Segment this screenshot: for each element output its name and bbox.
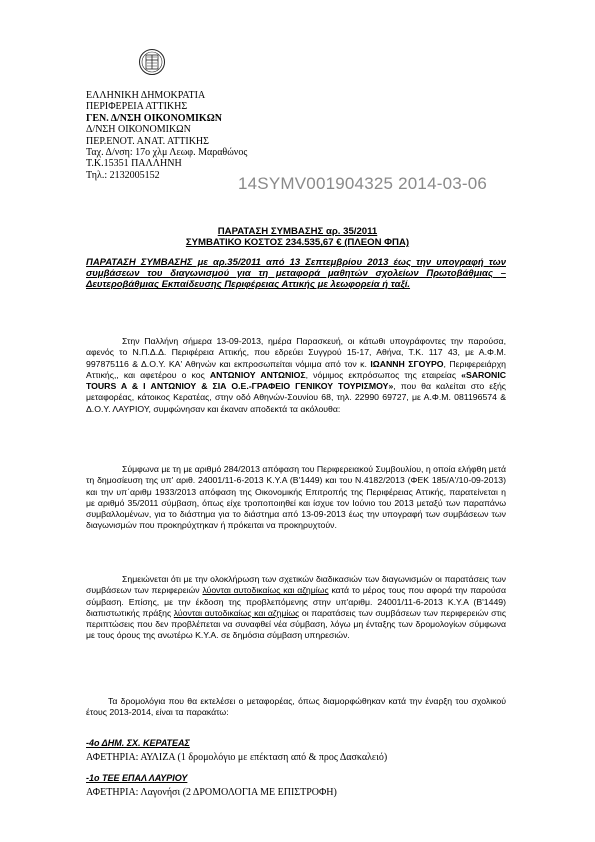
header-general-directorate: ΓΕΝ. Δ/ΝΣΗ ΟΙΚΟΝΟΜΙΚΩΝ bbox=[86, 112, 222, 124]
header-region: ΠΕΡΙΦΕΡΕΙΑ ΑΤΤΙΚΗΣ bbox=[86, 101, 188, 113]
route-heading: -4ο ΔΗΜ. ΣΧ. ΚΕΡΑΤΕΑΣ bbox=[86, 738, 190, 748]
paragraph-termination: Σημειώνεται ότι με την ολοκλήρωση των σχετικών διαδικασιών των διαγωνισμών οι παρατάσεις των συμβάσεων των περιφερειών λύονται αυτοδικαίως και αζημίως κατά το μέρος τους που αφορά την παρούσα σύμβαση. Επίσης, με την έκδοση της προβλεπόμενης στην υπ'αριθμ. 24001/11-6-2013 Κ.Υ.Α (Β'1449) διαπιστωτικής πράξης λύονται αυτοδικαίως και αζημίως οι παρατάσεις των συμβάσεων των περιφερειών στις περιπτώσεις που δεν προβλέπεται να συναφθεί νέα σύμβαση, λόγω μη ένταξης των δρομολογίων σύμφωνα με τους όρους της ανωτέρω Κ.Υ.Α. σε δημόσια σύμβαση υπηρεσιών. bbox=[86, 574, 507, 641]
header-block bbox=[86, 90, 247, 181]
company-name: «SARONIC TOURS A & I ΑΝΤΩΝΙΟΥ & ΣΙΑ Ο.Ε.-ΓΡΑΦΕΙΟ ΓΕΝΙΚΟΥ ΤΟΥΡΙΣΜΟΥ» bbox=[86, 369, 507, 392]
header-address: Ταχ. Δ/νση: 17ο χλμ Λεωφ. Μαραθώνος bbox=[86, 147, 248, 159]
document-subject: ΠΑΡΑΤΑΣΗ ΣΥΜΒΑΣΗΣ με αρ.35/2011 από 13 Σεπτεμβρίου 2013 έως την υπογραφή των συμβάσεων του διαγωνισμού για τη μεταφορά μαθητών σχολείων Πρωτοβάθμιας – Δευτεροβάθμιας Εκπαίδευσης Περιφέρειας Αττικής με λεωφορεία ή ταξί. bbox=[86, 257, 506, 291]
header-postcode: Τ.Κ.15351 ΠΑΛΛΗΝΗ bbox=[86, 158, 182, 170]
header-country: ΕΛΛΗΝΙΚΗ ΔΗΜΟΚΡΑΤΙΑ bbox=[86, 90, 206, 101]
route-detail: ΑΦΕΤΗΡΙΑ: ΑΥΛΙΖΑ (1 δρομολόγιο με επέκταση από & προς Δασκαλειό) bbox=[86, 752, 388, 763]
contractor-name: ΑΝΤΩΝΙΟΥ ΑΝΤΩΝΙΟΣ bbox=[209, 369, 306, 380]
title-line-2: ΣΥΜΒΑΤΙΚΟ ΚΟΣΤΟΣ 234.535,67 € (ΠΛΕΟΝ ΦΠΑ) bbox=[185, 237, 410, 248]
document-title bbox=[0, 226, 595, 248]
document-stamp: 14SYMV001904325 2014-03-06 bbox=[238, 174, 488, 193]
header-unit: ΠΕΡ.ΕΝΟΤ. ΑΝΑΤ. ΑΤΤΙΚΗΣ bbox=[86, 135, 209, 147]
header-directorate: Δ/ΝΣΗ ΟΙΚΟΝΟΜΙΚΩΝ bbox=[86, 124, 191, 136]
route-detail: ΑΦΕΤΗΡΙΑ: Λαγονήσι (2 ΔΡΟΜΟΛΟΓΙΑ ΜΕ ΕΠΙΣΤΡΟΦΗ) bbox=[86, 787, 337, 798]
paragraph-decision: Σύμφωνα με τη με αριθμό 284/2013 απόφαση του Περιφερειακού Συμβουλίου, η οποία ελήφθη μετά τη δημοσίευση της υπ' αριθ. 24001/11-6-2013 Κ.Υ.Α (Β'1449) και του Ν.4182/2013 (ΦΕΚ 185/Α'/10-09-2013) και την υπ΄αριθμ 1933/2013 απόφαση της Οικονομικής Επιτροπής της Περιφέρειας Αττικής, παρατείνεται η με αριθμό 35/2011 σύμβαση, όπως είχε τροποποιηθεί και ίσχυε τον Ιούνιο του 2013 μεταξύ των παραπάνω συμβαλλομένων, για το διάστημα για το διάστημα από 13-09-2013 έως την υπογραφή των συμβάσεων των διαγωνισμών που προκηρύχτηκαν ή πρόκειται να προκηρυχτούν. bbox=[86, 464, 506, 531]
title-line-1: ΠΑΡΑΤΑΣΗ ΣΥΜΒΑΣΗΣ αρ. 35/2011 bbox=[217, 226, 378, 237]
paragraph-routes-intro: Τα δρομολόγια που θα εκτελέσει ο μεταφορέας, όπως διαμορφώθηκαν κατά την έναρξη του σχολικού έτους 2013-2014, είναι τα παρακάτω: bbox=[86, 696, 506, 718]
coat-of-arms-icon bbox=[138, 48, 166, 76]
paragraph-parties: Στην Παλλήνη σήμερα 13-09-2013, ημέρα Παρασκευή, οι κάτωθι υπογράφοντες την παρούσα, αφενός το Ν.Π.Δ.Δ. Περιφέρεια Αττικής, που εδρεύει Συγγρού 15-17, Αθήνα, Τ.Κ. 117 43, με Α.Φ.Μ. 997875116 & Δ.Ο.Υ. ΚΑ' Αθηνών και εκπροσωπείται νόμιμα από τον κ. ΙΩΑΝΝΗ ΣΓΟΥΡΟ, Περιφερειάρχη Αττικής,, και αφετέρου ο κος ΑΝΤΩΝΙΟΥ ΑΝΤΩΝΙΟΣ, νόμιμος εκπρόσωπος της εταιρείας «SARONIC TOURS A & I ΑΝΤΩΝΙΟΥ & ΣΙΑ Ο.Ε.-ΓΡΑΦΕΙΟ ΓΕΝΙΚΟΥ ΤΟΥΡΙΣΜΟΥ», που θα καλείται στο εξής μεταφορέας, κάτοικος Κερατέας, στην οδό Αθηνών-Σουνίου 68, τηλ. 22990 69727, με Α.Φ.Μ. 081196574 & Δ.Ο.Υ. ΛΑΥΡΙΟΥ, συμφώνησαν και έκαναν αποδεκτά τα ακόλουθα: bbox=[86, 336, 507, 414]
representative-name: ΙΩΑΝΝΗ ΣΓΟΥΡΟ bbox=[370, 358, 444, 369]
route-heading: -1ο ΤΕΕ ΕΠΑΛ ΛΑΥΡΙΟΥ bbox=[86, 773, 188, 783]
header-phone: Τηλ.: 2132005152 bbox=[86, 169, 160, 181]
